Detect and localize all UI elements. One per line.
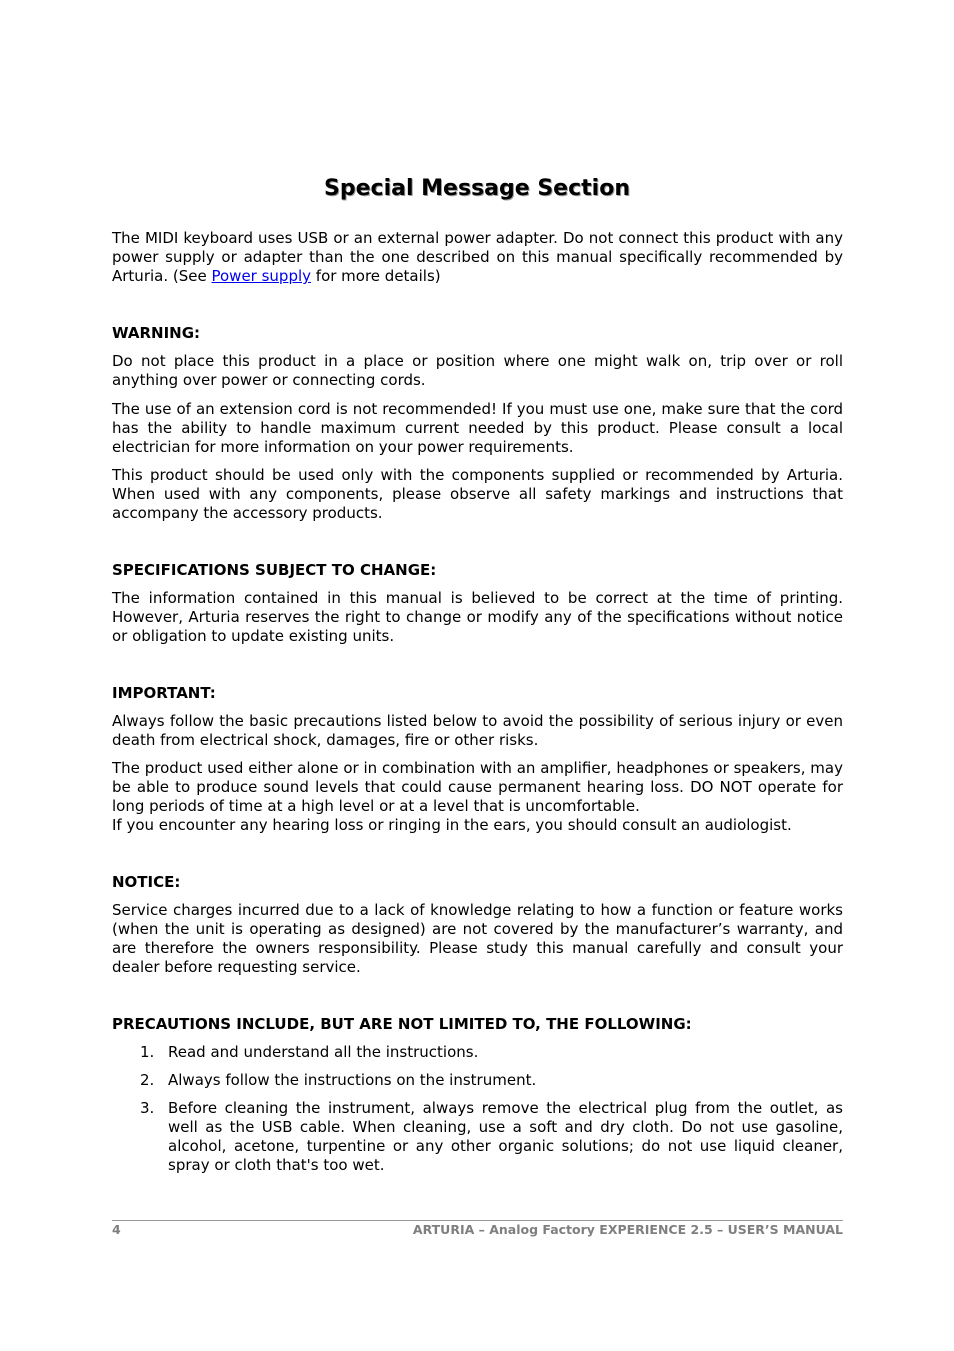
list-item-number: 2. bbox=[140, 1071, 155, 1089]
important-body bbox=[112, 712, 843, 750]
precautions-list-wrap bbox=[112, 1043, 843, 1175]
power-supply-link[interactable]: Power supply bbox=[211, 267, 312, 285]
important-paragraph-2: The product used either alone or in combination with an amplifier, headphones or speakers, may be able to produce sound levels that could cause permanent hearing loss. DO NOT operate for long periods of time at a high level or at a level that is uncomfortable. bbox=[112, 759, 843, 815]
page-number: 4 bbox=[112, 1222, 121, 1237]
warning-body-2 bbox=[112, 400, 843, 457]
warning-paragraph-2: The use of an extension cord is not recommended! If you must use one, make sure that the cord has the ability to handle maximum current needed by this product. Please consult a local electrician for more information on your power requirements. bbox=[112, 400, 843, 456]
notice-body bbox=[112, 901, 843, 977]
notice-section bbox=[112, 873, 843, 892]
important-section bbox=[112, 684, 843, 703]
intro-text-before: The MIDI keyboard uses USB or an external power adapter. Do not connect this product with any power supply or adapter than the one described on this manual specifically recommended by Arturia. (See bbox=[112, 229, 843, 285]
warning-heading: WARNING: bbox=[112, 324, 201, 342]
warning-body-3 bbox=[112, 466, 843, 523]
specs-heading: SPECIFICATIONS SUBJECT TO CHANGE: bbox=[112, 561, 437, 579]
warning-body bbox=[112, 352, 843, 390]
important-heading: IMPORTANT: bbox=[112, 684, 216, 702]
footer-divider bbox=[112, 1220, 843, 1221]
precautions-heading: PRECAUTIONS INCLUDE, BUT ARE NOT LIMITED TO, THE FOLLOWING: bbox=[112, 1015, 692, 1033]
important-paragraph-3: If you encounter any hearing loss or ringing in the ears, you should consult an audiologist. bbox=[112, 816, 792, 834]
list-item bbox=[112, 1043, 843, 1062]
intro-text-after: for more details) bbox=[311, 267, 441, 285]
intro-paragraph bbox=[112, 229, 843, 286]
notice-heading: NOTICE: bbox=[112, 873, 181, 891]
warning-section bbox=[112, 324, 843, 343]
specs-section bbox=[112, 561, 843, 580]
notice-paragraph: Service charges incurred due to a lack of knowledge relating to how a function or feature works (when the unit is operating as designed) are not covered by the manufacturer’s warranty, and are therefore the owners responsibility. Please study this manual carefully and consult your dealer before requesting service. bbox=[112, 901, 843, 976]
important-paragraph-1: Always follow the basic precautions listed below to avoid the possibility of serious injury or even death from electrical shock, damages, fire or other risks. bbox=[112, 712, 843, 749]
list-item bbox=[112, 1099, 843, 1175]
precautions-list bbox=[112, 1043, 843, 1175]
list-item-number: 1. bbox=[140, 1043, 155, 1061]
important-body-2 bbox=[112, 759, 843, 835]
footer-title: ARTURIA – Analog Factory EXPERIENCE 2.5 – USER’S MANUAL bbox=[412, 1222, 843, 1237]
list-item-text: Read and understand all the instructions. bbox=[168, 1043, 479, 1061]
list-item-text: Always follow the instructions on the instrument. bbox=[168, 1071, 537, 1089]
warning-paragraph-1: Do not place this product in a place or position where one might walk on, trip over or roll anything over power or connecting cords. bbox=[112, 352, 843, 389]
precautions-section bbox=[112, 1015, 843, 1034]
list-item-number: 3. bbox=[140, 1099, 155, 1117]
intro-section bbox=[112, 229, 843, 286]
warning-paragraph-3: This product should be used only with the components supplied or recommended by Arturia. When used with any components, please observe all safety markings and instructions that accompany the accessory products. bbox=[112, 466, 843, 522]
page-title: Special Message Section bbox=[324, 176, 630, 201]
specs-paragraph: The information contained in this manual is believed to be correct at the time of printing. However, Arturia reserves the right to change or modify any of the specifications without notice or obligation to update existing units. bbox=[112, 589, 843, 645]
list-item-text: Before cleaning the instrument, always remove the electrical plug from the outlet, as well as the USB cable. When cleaning, use a soft and dry cloth. Do not use gasoline, alcohol, acetone, turpentine or any other organic solutions; do not use liquid cleaner, spray or cloth that's too wet. bbox=[168, 1099, 843, 1174]
list-item bbox=[112, 1071, 843, 1090]
specs-body bbox=[112, 589, 843, 646]
